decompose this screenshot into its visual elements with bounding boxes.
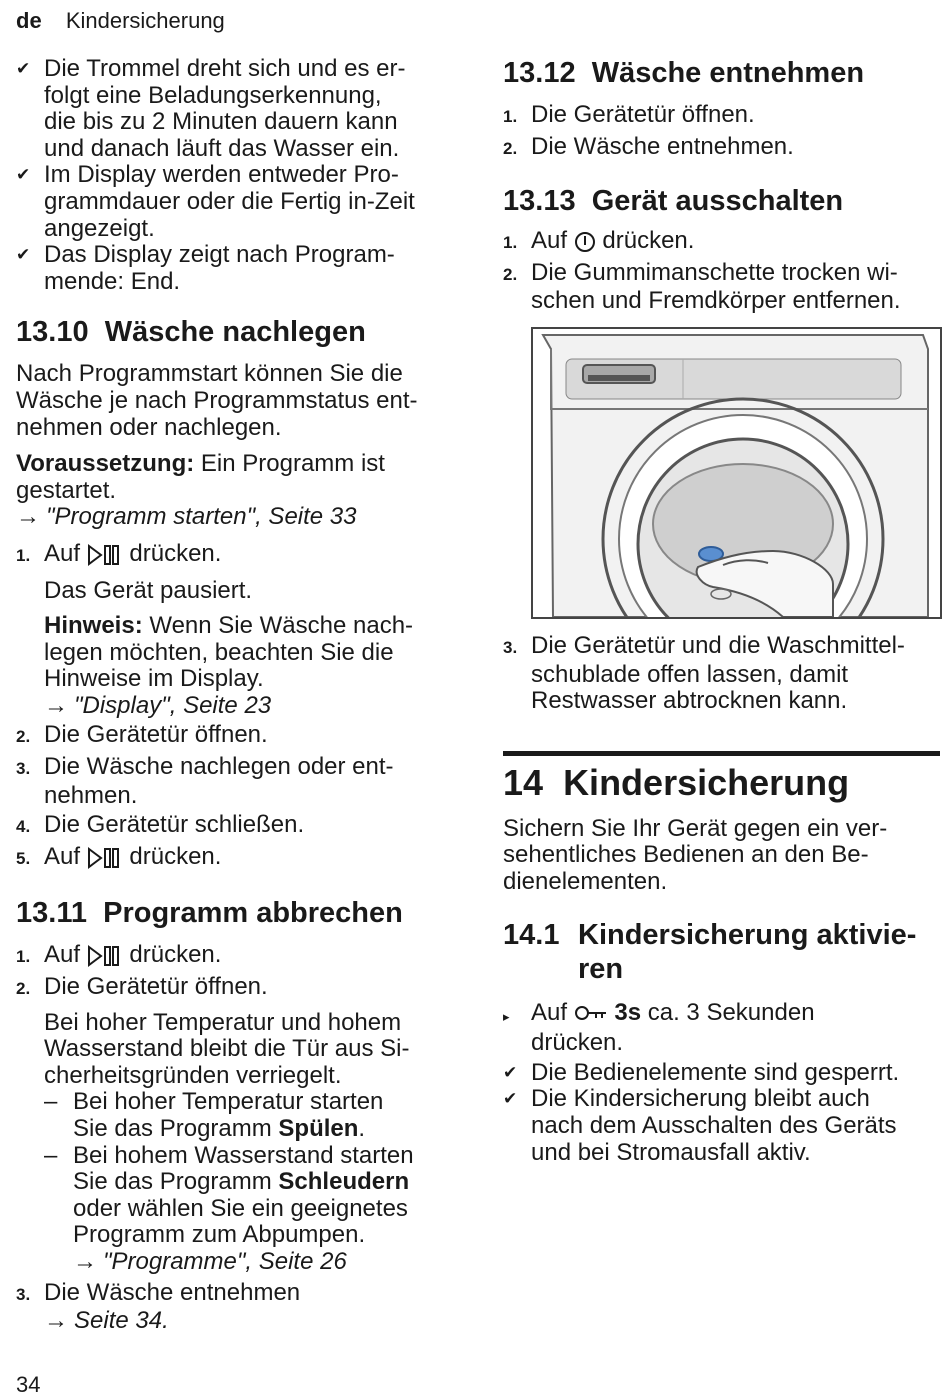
action-icon: ▸ <box>503 1008 510 1024</box>
cross-reference-link[interactable]: → "Programm starten", Seite 33 <box>16 503 357 531</box>
start-pause-icon <box>87 544 123 566</box>
right-column: 13.12 Wäsche entnehmen 1. Die Gerätetür öffnen. 2. Die Wäsche entnehmen. 13.13 Gerät ausschalten 1. Auf drücken. 2. Die Gummimanschette trocken wi- schen und Fremdkörper entfernen. 3. Die Gerätetür und die Waschmittel- schublade offen lassen, damit Restwasser abtrocknen kann. 14 Kindersicherung Sichern Sie Ihr Gerät gegen ein ver- sehentliches Bedienen an den Be- dienelementen. 14.1 Kindersicherung aktivie- ren ▸ Auf 3s ca. 3 Sekunden drücken. ✔ Die Bedienelemente sind gesperrt. ✔ Die Kindersicherung bleibt auch nach dem Ausschalten des Geräts und bei Stromausfall aktiv. <box>503 56 940 1166</box>
arrow-icon: → <box>44 1307 68 1335</box>
intro-text: Nach Programmstart können Sie die <box>16 360 403 388</box>
cross-reference-link[interactable]: → Seite 34. <box>44 1307 169 1335</box>
start-pause-icon <box>87 945 123 967</box>
step-2: 2. Die Gerätetür öffnen. <box>16 721 268 749</box>
prerequisite: Voraussetzung: Ein Programm ist <box>16 450 385 478</box>
result-item: ✔ Im Display werden entweder Pro- <box>16 161 399 189</box>
arrow-icon: → <box>44 691 68 719</box>
cross-reference-link[interactable]: → "Programme", Seite 26 <box>73 1247 347 1275</box>
check-icon: ✔ <box>16 59 31 78</box>
result-item: ✔ Die Bedienelemente sind gesperrt. <box>503 1058 900 1086</box>
start-pause-icon <box>87 847 123 869</box>
chapter-heading-14: 14 Kindersicherung <box>503 761 850 803</box>
step-5: 5. Auf drücken. <box>16 842 222 870</box>
step-2: 2. Die Gummimanschette trocken wi- <box>503 258 898 286</box>
check-icon: ✔ <box>503 1062 518 1082</box>
result-item: ✔ Die Trommel dreht sich und es er- <box>16 55 406 82</box>
step-4: 4. Die Gerätetür schließen. <box>16 811 305 839</box>
chapter-rule <box>503 751 940 756</box>
page-header <box>16 8 225 34</box>
step-3: 3. Die Wäsche nachlegen oder ent- <box>16 753 394 781</box>
action-item: ▸ Auf 3s ca. 3 Sekunden <box>503 1000 940 1031</box>
power-icon <box>574 231 596 253</box>
result-item: ✔ Die Kindersicherung bleibt auch <box>503 1085 870 1113</box>
header-section: Kindersicherung <box>65 8 225 33</box>
step-2: 2. Die Gerätetür öffnen. <box>16 973 268 1001</box>
dash-item: – Bei hohem Wasserstand starten <box>44 1141 414 1169</box>
check-icon: ✔ <box>16 165 31 185</box>
page-number: 34 <box>16 1372 41 1397</box>
left-column: ✔ Die Trommel dreht sich und es er- folgt eine Beladungserkennung, die bis zu 2 Minuten dauern kann und danach läuft das Wasser ein. ✔ Im Display werden entweder Pro- grammdauer oder die Fertig in-Zeit angezeigt. ✔ Das Display zeigt nach Program- mende: End. 13.10 Wäsche nachlegen Nach Programmstart können Sie die Wäsche je nach Programmstatus ent- nehmen oder nachlegen. Voraussetzung: Ein Programm ist gestartet. → "Programm starten", Seite 33 1. Auf drücken. Das Gerät pausiert. Hinweis: Wenn Sie Wäsche nach- legen möchten, beachten Sie die Hinweise im Display. → "Display", Seite 23 2. Die Gerätetür öffnen. 3. Die Wäsche nachlegen oder ent- nehmen. 4. Die Gerätetür schließen. 5. Auf drücken. 13.11 Programm abbrechen 1. Auf drücken. 2. Die Gerätetür öffnen. Bei hoher Temperatur und hohem Wasserstand bleibt die Tür aus Si- cherheitsgründen verriegelt. – Bei hoher Temperatur starten Sie das Programm Spülen. – Bei hohem Wasserstand starten Sie das Programm Schleudern oder wählen Sie ein geeignetes Programm zum Abpumpen. → "Programme", Seite 26 3. Die Wäsche entnehmen → Seite 34. <box>16 56 456 1335</box>
info-text: Bei hoher Temperatur und hohem <box>44 1008 402 1036</box>
check-icon: ✔ <box>16 245 31 265</box>
step-1: 1. Die Gerätetür öffnen. <box>503 101 755 128</box>
intro-text: Sichern Sie Ihr Gerät gegen ein ver- <box>503 814 888 842</box>
section-heading-13-13: 13.13 Gerät ausschalten <box>503 185 844 218</box>
step-1: 1. Auf drücken. <box>503 227 695 255</box>
step-2: 2. Die Wäsche entnehmen. <box>503 132 794 160</box>
section-heading-13-10: 13.10 Wäsche nachlegen <box>16 316 366 349</box>
step-result: Das Gerät pausiert. <box>44 576 253 604</box>
step-1: 1. Auf drücken. <box>16 941 222 969</box>
washing-machine-illustration <box>531 327 942 619</box>
step-3: 3. Die Gerätetür und die Waschmittel- <box>503 631 905 659</box>
check-icon: ✔ <box>503 1089 518 1109</box>
result-item: ✔ Das Display zeigt nach Program- <box>16 241 395 269</box>
language-code: de <box>16 8 42 33</box>
dash-item: – Bei hoher Temperatur starten <box>44 1088 384 1116</box>
arrow-icon: → <box>73 1247 97 1275</box>
step-1: 1. Auf drücken. <box>16 539 222 567</box>
arrow-icon: → <box>16 503 40 531</box>
key-icon <box>574 1004 608 1022</box>
section-heading-13-12: 13.12 Wäsche entnehmen <box>503 57 865 89</box>
section-heading-14-1: 14.1 Kindersicherung aktivie- ren <box>503 918 917 985</box>
cross-reference-link[interactable]: → "Display", Seite 23 <box>44 691 272 719</box>
note: Hinweis: Wenn Sie Wäsche nach- <box>44 612 414 640</box>
step-3: 3. Die Wäsche entnehmen <box>16 1278 301 1306</box>
section-heading-13-11: 13.11 Programm abbrechen <box>16 897 403 930</box>
